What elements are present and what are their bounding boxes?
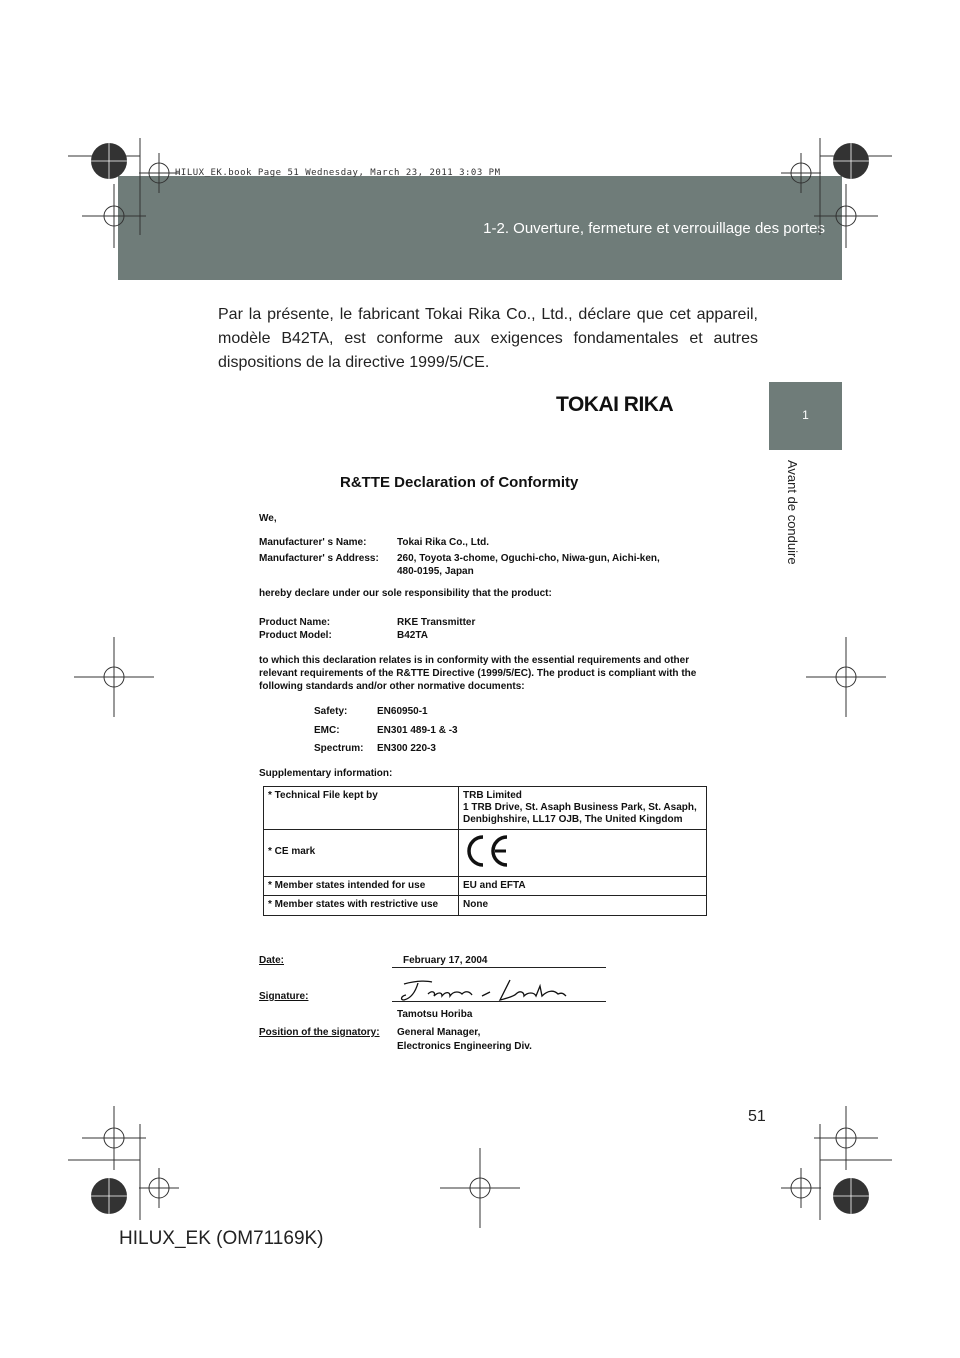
product-name: RKE Transmitter [397,617,476,628]
chapter-number: 1 [802,408,809,422]
crosshair-icon [82,184,146,248]
crosshair-icon [440,1148,520,1228]
print-stamp: HILUX_EK.book Page 51 Wednesday, March 23, 2011 3:03 PM [175,168,501,178]
we-label: We, [259,513,277,524]
table-cell-value: TRB Limited 1 TRB Drive, St. Asaph Business Park, St. Asaph, Denbighshire, LL17 OJB, The United Kingdom [459,787,707,830]
crosshair-icon [139,153,179,193]
chapter-label: Avant de conduire [785,460,800,565]
signatory-name: Tamotsu Horiba [397,1009,473,1020]
product-model-label: Product Model: [259,630,332,641]
declaration-title: R&TTE Declaration of Conformity [340,474,579,491]
product-model: B42TA [397,630,428,641]
manual-model-code: HILUX_EK (OM71169K) [119,1228,324,1249]
table-cell-value: EU and EFTA [459,877,707,896]
manufacturer-address-line1: 260, Toyota 3-chome, Oguchi-cho, Niwa-gun, Aichi-ken, [397,553,660,564]
table-cell-key: * CE mark [264,830,459,877]
crosshair-icon [814,184,878,248]
date-value: February 17, 2004 [403,955,488,966]
standard-label-emc: EMC: [314,725,340,736]
product-name-label: Product Name: [259,617,331,628]
position-line2: Electronics Engineering Div. [397,1041,532,1052]
date-label: Date: [259,955,285,966]
crosshair-icon [781,1168,821,1208]
crosshair-icon [74,637,154,717]
crosshair-icon [806,637,886,717]
supplementary-label: Supplementary information: [259,768,393,779]
standard-label-safety: Safety: [314,706,348,717]
standard-value-emc: EN301 489-1 & -3 [377,725,458,736]
intro-paragraph: Par la présente, le fabricant Tokai Rika Co., Ltd., déclare que cet appareil, modèle B42TA, est conforme aux exigences fondamentales et autres dispositions de la directive 1999/5/CE. [218,306,758,371]
manufacturer-name-label: Manufacturer' s Name: [259,537,367,548]
standard-label-spectrum: Spectrum: [314,743,364,754]
responsibility-statement: hereby declare under our sole responsibility that the product: [259,588,552,599]
crosshair-icon [781,153,821,193]
manufacturer-name: Tokai Rika Co., Ltd. [397,537,490,548]
conformity-statement: to which this declaration relates is in conformity with the essential requirements and other relevant requirements of the R&TTE Directive (1999/5/EC). The product is compliant with the following standards and/or other normative documents: [259,655,697,692]
standard-value-spectrum: EN300 220-3 [377,743,436,754]
table-cell-key: * Member states with restrictive use [264,896,459,916]
position-line1: General Manager, [397,1027,481,1038]
table-cell-key: * Member states intended for use [264,877,459,896]
crosshair-icon [139,1168,179,1208]
position-label: Position of the signatory: [259,1027,380,1038]
standard-value-safety: EN60950-1 [377,706,428,717]
manufacturer-address-label: Manufacturer' s Address: [259,553,379,564]
table-cell-value: None [459,896,707,916]
page-number: 51 [748,1108,766,1125]
signature-label: Signature: [259,991,309,1002]
manufacturer-address-line2: 480-0195, Japan [397,566,474,577]
table-cell-key: * Technical File kept by [264,787,459,830]
section-title: 1-2. Ouverture, fermeture et verrouillage des portes [483,220,825,237]
tokai-rika-logo: TOKAI RIKA [556,393,674,416]
